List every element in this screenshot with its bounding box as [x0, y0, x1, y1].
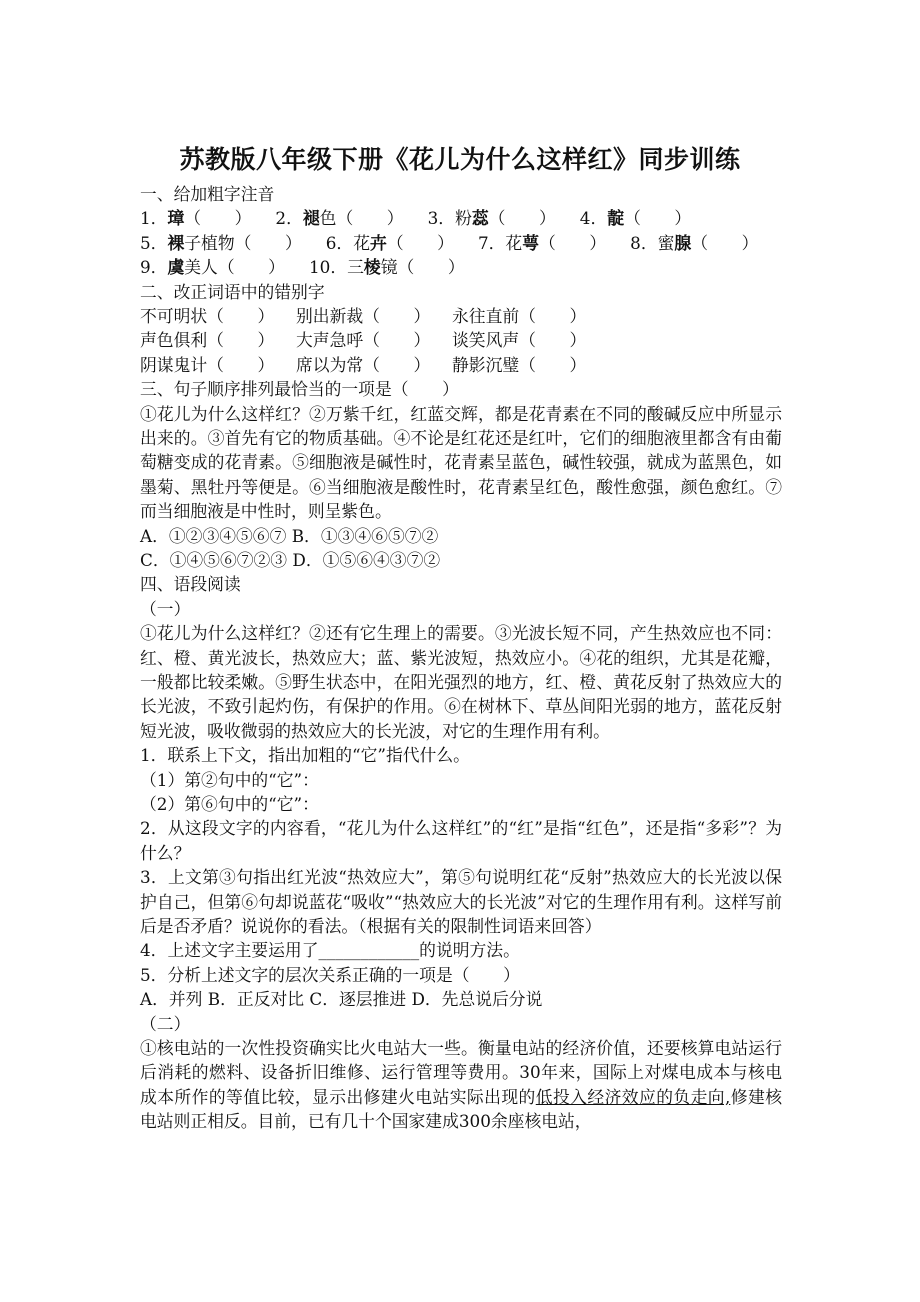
- pinyin-item: 10．三棱镜（ ）: [308, 257, 465, 278]
- reading-passage-2: ①核电站的一次性投资确实比火电站大一些。衡量电站的经济价值，还要核算电站运行后消耗的燃料、设备折旧维修、运行管理等费用。30年来，国际上对煤电成本与核电成本所作的等值比较，显示出修建火电站实际出现的低投入经济效应的负走向,修建核电站则正相反。目前，已有几十个国家建成300余座核电站，: [140, 1037, 782, 1132]
- question-1b: （2）第⑥句中的“它”：: [140, 793, 319, 814]
- pinyin-row-3: [140, 255, 782, 279]
- part-1-label: （一）: [140, 598, 191, 619]
- pinyin-item: 9．虞美人（ ）: [140, 257, 285, 278]
- pinyin-row-1: [140, 206, 782, 230]
- pinyin-item: 2．褪色（ ）: [275, 208, 404, 229]
- word-item: 阴谋鬼计（ ）: [140, 354, 275, 375]
- ordering-options-ab: A．①②③④⑤⑥⑦ B．①③④⑥⑤⑦②: [140, 525, 439, 546]
- pinyin-item: 3．粉蕊（ ）: [427, 208, 556, 229]
- pinyin-item: 8．蜜腺（ ）: [630, 232, 759, 253]
- pinyin-row-2: [140, 231, 782, 255]
- word-row-2: [140, 328, 782, 352]
- ordering-passage: ①花儿为什么这样红？②万紫千红，红蓝交辉，都是花青素在不同的酸碱反应中所显示出来的。③首先有它的物质基础。④不论是红花还是红叶，它们的细胞液里都含有由葡萄糖变成的花青素。⑤细胞液是碱性时，花青素呈蓝色，碱性较强，就成为蓝黑色，如墨菊、黑牡丹等便是。⑥当细胞液是酸性时，花青素呈红色，酸性愈强，颜色愈红。⑦而当细胞液是中性时，则呈紫色。: [140, 403, 782, 522]
- section-4-heading: 四、语段阅读: [140, 574, 241, 595]
- pinyin-item: 6．花卉（ ）: [325, 232, 454, 253]
- word-item: 别出新裁（ ）: [296, 305, 431, 326]
- pinyin-item: 5．裸子植物（ ）: [140, 232, 302, 253]
- pinyin-item: 7．花萼（ ）: [477, 232, 607, 253]
- word-item: 大声急呼（ ）: [296, 330, 431, 351]
- question-1: 1．联系上下文，指出加粗的“它”指代什么。: [140, 745, 470, 766]
- pinyin-item: 1．璋（ ）: [140, 208, 252, 229]
- word-item: 永往直前（ ）: [452, 305, 587, 326]
- word-row-3: [140, 353, 782, 377]
- word-item: 席以为常（ ）: [296, 354, 431, 375]
- document-body: [140, 182, 782, 1134]
- question-5-options: A．并列 B．正反对比 C．逐层推进 D．先总说后分说: [140, 989, 543, 1010]
- section-1-heading: 一、给加粗字注音: [140, 184, 275, 204]
- pinyin-item: 4．靛（ ）: [579, 208, 692, 229]
- page-title: 苏教版八年级下册《花儿为什么这样红》同步训练: [179, 145, 741, 174]
- part-2-label: （二）: [140, 1013, 191, 1034]
- question-1a: （1）第②句中的“它”：: [140, 769, 319, 790]
- question-5: 5．分析上述文字的层次关系正确的一项是（ ）: [140, 964, 520, 985]
- word-item: 不可明状（ ）: [140, 305, 275, 326]
- word-row-1: [140, 304, 782, 328]
- question-3: 3．上文第③句指出红光波“热效应大”，第⑤句说明红花“反射”热效应大的长光波以保护自己，但第⑥句却说蓝花“吸收”“热效应大的长光波”对它的生理作用有利。这样写前后是否矛盾？说说你的看法。（根据有关的限制性词语来回答）: [140, 867, 782, 936]
- word-item: 谈笑风声（ ）: [452, 330, 587, 351]
- section-3-heading: 三、句子顺序排列最恰当的一项是（ ）: [140, 379, 459, 400]
- question-2: 2．从这段文字的内容看，“花儿为什么这样红”的“红”是指“红色”，还是指“多彩”？为什么？: [140, 818, 782, 863]
- underlined-phrase: 低投入经济效应的负走向,: [535, 1086, 731, 1107]
- question-4: 4．上述文字主要运用了____________的说明方法。: [140, 940, 520, 961]
- word-item: 声色俱利（ ）: [140, 330, 275, 351]
- word-item: 静影沉璧（ ）: [452, 354, 587, 375]
- reading-passage-1: ①花儿为什么这样红？②还有它生理上的需要。③光波长短不同，产生热效应也不同：红、橙、黄光波长，热效应大；蓝、紫光波短，热效应小。④花的组织，尤其是花瓣，一般都比较柔嫩。⑤野生状态中，在阳光强烈的地方，红、橙、黄花反射了热效应大的长光波，不致引起灼伤，有保护的作用。⑥在树林下、草丛间阳光弱的地方，蓝花反射短光波，吸收微弱的热效应大的长光波，对它的生理作用有利。: [140, 623, 782, 741]
- ordering-options-cd: C．①④⑤⑥⑦②③ D．①⑤⑥④③⑦②: [140, 549, 441, 570]
- section-2-heading: 二、改正词语中的错别字: [140, 281, 325, 302]
